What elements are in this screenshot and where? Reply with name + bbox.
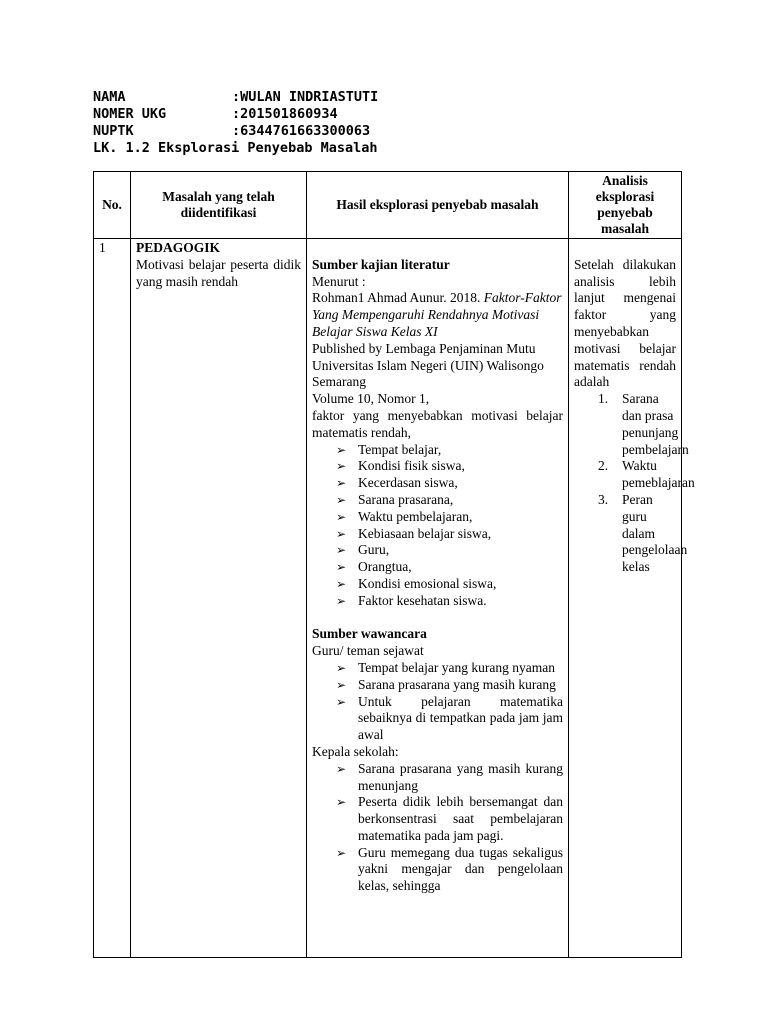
name-line [93,88,378,106]
exploration-table [93,171,695,958]
list-item: ➢ Kebiasaan belajar siswa, [336,525,492,541]
header-no: No. [94,172,131,239]
list-item: ➢ Waktu pembelajaran, [336,508,473,524]
arrow-bullet-icon: ➢ [336,677,347,692]
arrow-bullet-icon: ➢ [336,560,347,575]
university-text: Universitas Islam Negeri (UIN) Walisongo Semarang [312,357,544,390]
list-item: ➢ Sarana prasarana yang masih kurang [336,676,556,692]
table-header-row [94,172,682,239]
list-item: 1. Sarana dan prasa penunjang pembelajarn [598,391,689,457]
guru-points [312,660,563,744]
kepala-points [312,761,563,895]
arrow-bullet-icon: ➢ [336,543,347,558]
ukg-line [93,105,338,123]
list-item: ➢ Untuk pelajaran matematika sebaiknya di tempatkan pada jam jam awal [336,693,563,743]
list-item: 3. Peran guru dalam pengelolaan kelas [598,491,688,575]
problem-cell [131,239,307,958]
arrow-bullet-icon: ➢ [336,459,347,474]
arrow-bullet-icon: ➢ [336,509,347,524]
list-item: ➢ Kondisi emosional siswa, [336,575,497,591]
menurut-text: Menurut : [312,273,366,289]
arrow-bullet-icon: ➢ [336,593,347,608]
list-item: ➢ Tempat belajar, [336,441,442,457]
arrow-bullet-icon: ➢ [336,476,347,491]
list-item: ➢ Peserta didik lebih bersemangat dan berkonsentrasi saat pembelajaran matematika pada jam pagi. [336,794,563,843]
arrow-bullet-icon: ➢ [336,660,347,675]
worksheet-title: LK. 1.2 Eksplorasi Penyebab Masalah [93,140,378,156]
nuptk-label: NUPTK [93,123,134,139]
nuptk-line [93,122,370,140]
factors-intro: faktor yang menyebabkan motivasi belajar matematis rendah, [312,407,563,440]
arrow-bullet-icon: ➢ [336,576,347,591]
list-item: ➢ Sarana prasarana, [336,491,454,507]
list-item: ➢ Orangtua, [336,559,412,575]
publisher-text: Published by Lembaga Penjaminan Mutu [312,340,536,356]
nuptk-value: :6344761663300063 [232,123,371,139]
analysis-intro: Setelah dilakukan analisis lebih lanjut mengenai faktor yang menyebabkan motivasi belajar matematis rendah adalah [574,256,676,390]
name-label: NAMA [93,89,126,105]
category-label: PEDAGOGIK [136,240,221,255]
list-item: ➢ Guru memegang dua tugas sekaligus yakni mengajar dan pengelolaan kelas, sehingga [336,844,563,894]
guru-label: Guru/ teman sejawat [312,643,424,659]
analysis-cell [569,239,695,958]
factors-list [312,442,563,610]
exploration-cell [307,239,569,958]
arrow-bullet-icon: ➢ [336,845,347,860]
citation-title: Faktor-Faktor Yang Mempengaruhi Rendahnya Motivasi Belajar Siswa Kelas XI [312,290,562,339]
citation-author: Rohman1 Ahmad Aunur. 2018. [312,290,481,306]
citation [312,290,563,340]
header-analysis: Analisis eksplorasi penyebab masalah [569,172,682,239]
ukg-value: :201501860934 [232,106,338,122]
name-value: :WULAN INDRIASTUTI [232,89,379,105]
analysis-list [574,391,695,576]
list-item: 2. Waktu pemeblajaran [598,458,695,491]
problem-text: Motivasi belajar peserta didik yang masih rendah [136,256,301,289]
header-exploration: Hasil eksplorasi penyebab masalah [307,172,569,239]
arrow-bullet-icon: ➢ [336,442,347,457]
interview-heading: Sumber wawancara [312,626,427,642]
row-number: 1 [94,239,131,958]
literature-heading: Sumber kajian literatur [312,256,450,272]
list-item: ➢ Guru, [336,542,390,558]
list-item: ➢ Kondisi fisik siswa, [336,458,465,474]
arrow-bullet-icon: ➢ [336,795,347,810]
header-problem: Masalah yang telah diidentifikasi [131,172,307,239]
arrow-bullet-icon: ➢ [336,761,347,776]
arrow-bullet-icon: ➢ [336,492,347,507]
ukg-label: NOMER UKG [93,106,167,122]
arrow-bullet-icon: ➢ [336,694,347,709]
list-item: ➢ Sarana prasarana yang masih kurang menunjang [336,760,563,793]
list-item: ➢ Faktor kesehatan siswa. [336,592,487,608]
arrow-bullet-icon: ➢ [336,526,347,541]
kepala-label: Kepala sekolah: [312,743,399,759]
list-item: ➢ Tempat belajar yang kurang nyaman [336,659,555,675]
table-row [94,239,682,958]
volume-text: Volume 10, Nomor 1, [312,391,430,407]
list-item: ➢ Kecerdasan siswa, [336,475,458,491]
